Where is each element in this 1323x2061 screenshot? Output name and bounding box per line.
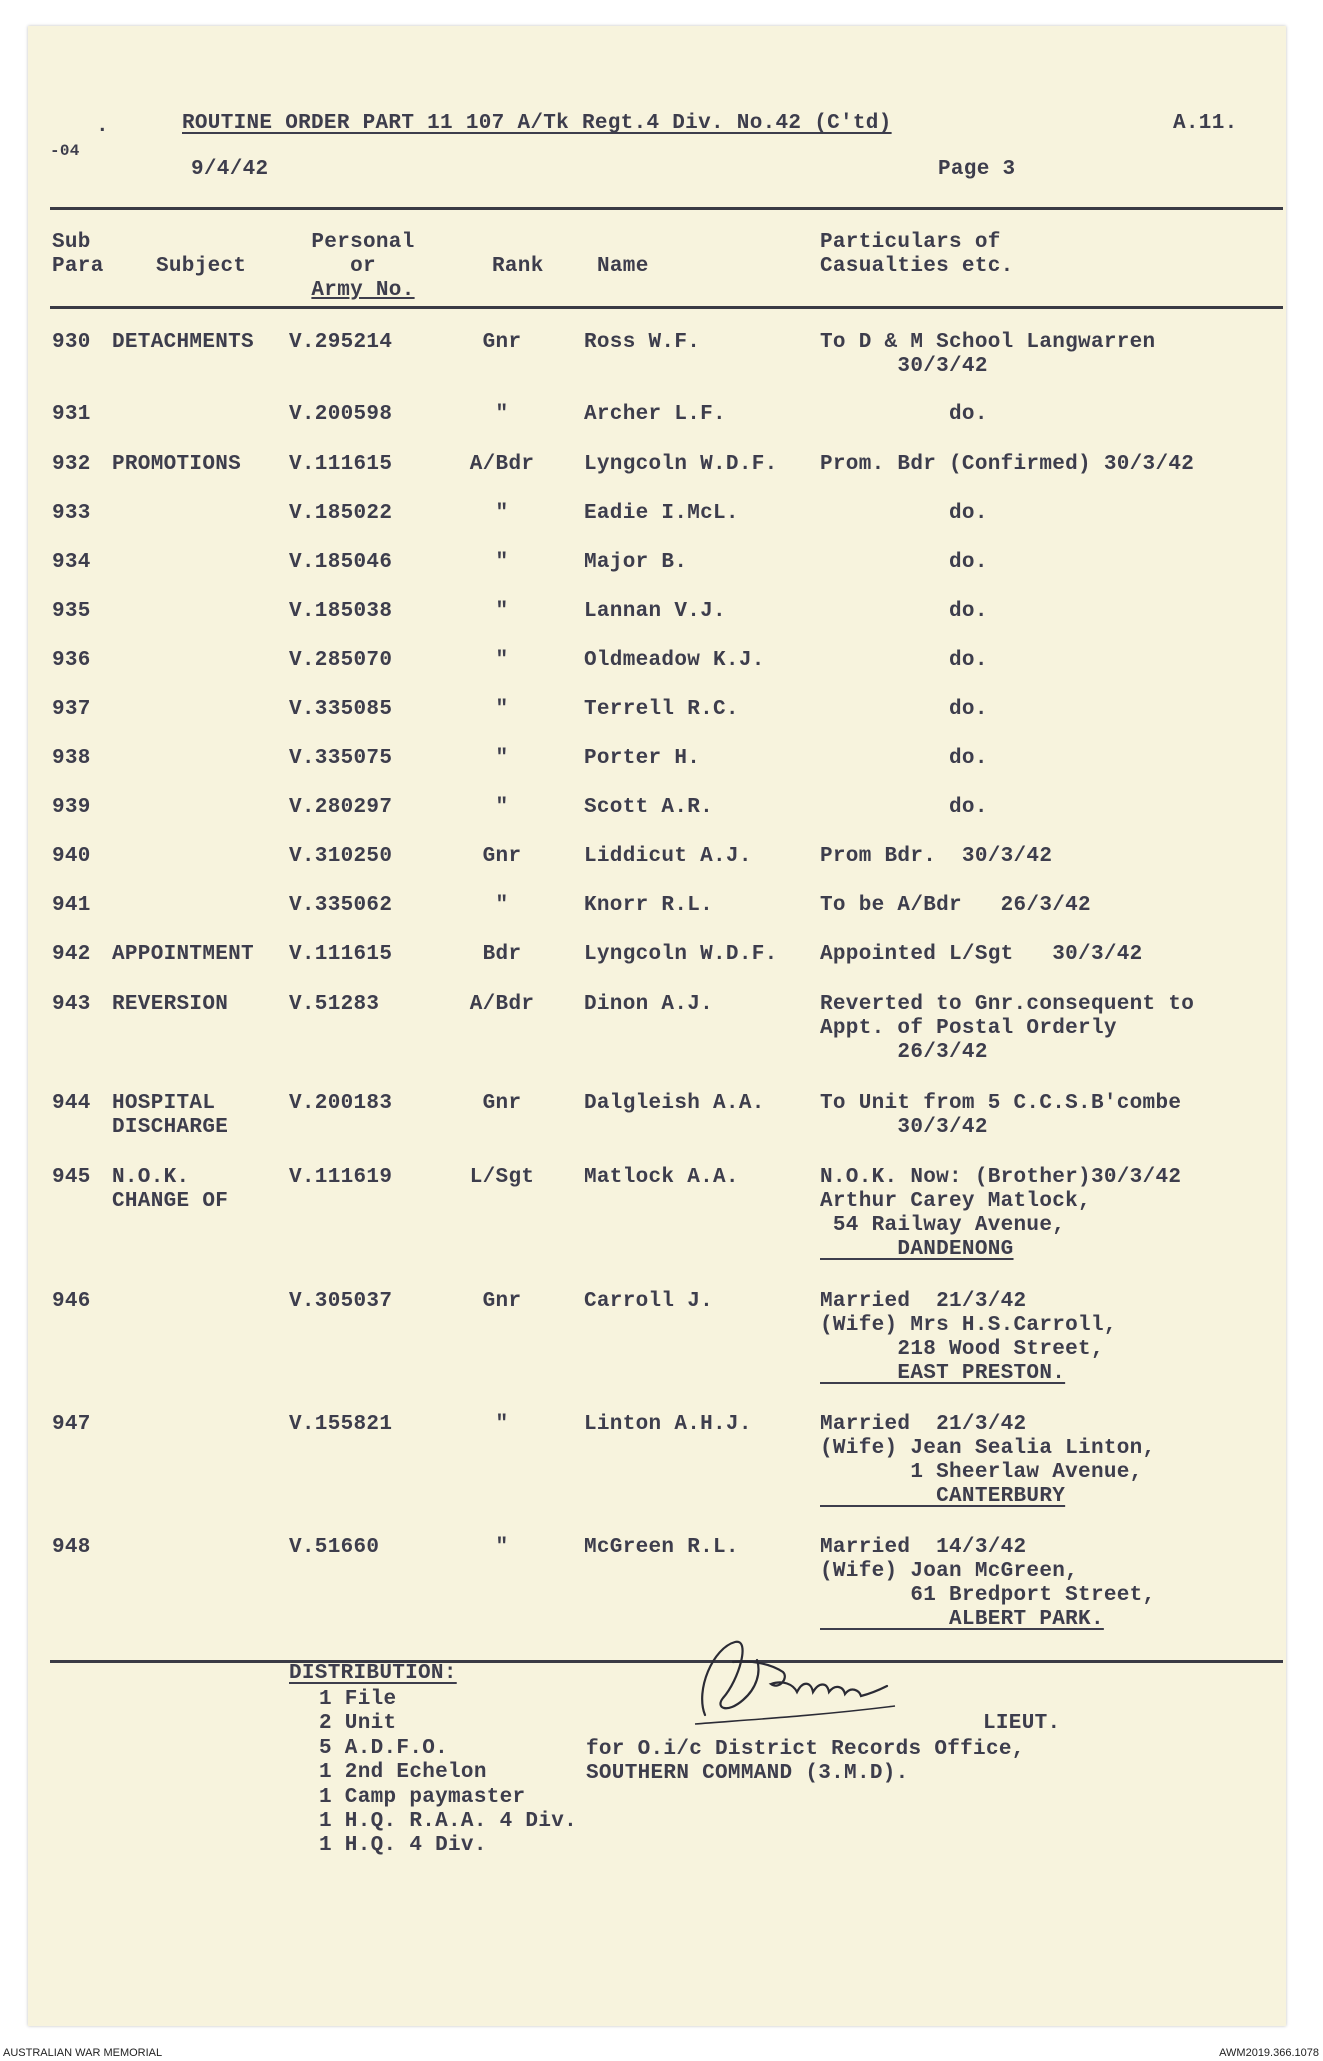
row-para: 948: [52, 1536, 91, 1559]
row-army-no: V.310250: [289, 845, 393, 868]
row-para: 938: [52, 747, 91, 770]
row-para: 945: [52, 1166, 91, 1189]
row-place: DANDENONG: [820, 1238, 1014, 1261]
signatory-office: for O.i/c District Records Office,: [586, 1738, 1025, 1761]
row-army-no: V.111615: [289, 453, 393, 476]
row-particulars: Married 21/3/42: [820, 1413, 1027, 1436]
distribution-item: 1 2nd Echelon: [319, 1761, 487, 1785]
row-rank: ": [495, 698, 509, 721]
row-particulars: 1 Sheerlaw Avenue,: [820, 1461, 1143, 1484]
col-sub-para: Sub Para: [52, 231, 104, 278]
row-rank: ": [495, 502, 509, 525]
row-rank: Bdr: [482, 943, 522, 966]
row-name: Lyngcoln W.D.F.: [584, 943, 778, 966]
col-rank: Rank: [492, 255, 544, 278]
row-particulars: To D & M School Langwarren: [820, 331, 1156, 354]
row-rank: A/Bdr: [469, 993, 535, 1016]
row-para: 944: [52, 1092, 91, 1115]
row-subject: APPOINTMENT: [112, 943, 254, 966]
row-name: Ross W.F.: [584, 331, 701, 354]
row-army-no: V.185046: [289, 551, 393, 574]
row-army-no: V.305037: [289, 1290, 393, 1313]
archive-credit: AUSTRALIAN WAR MEMORIAL: [3, 2047, 163, 2059]
row-para: 933: [52, 502, 91, 525]
archive-reference: AWM2019.366.1078: [1219, 2047, 1319, 2059]
signatory-rank: LIEUT.: [983, 1712, 1061, 1735]
row-rank: ": [495, 551, 509, 574]
distribution-item: 1 H.Q. 4 Div.: [319, 1834, 487, 1858]
handwritten-signature: [665, 1620, 905, 1740]
row-subject: HOSPITAL: [112, 1092, 216, 1115]
row-rank: Gnr: [482, 845, 522, 868]
col-name: Name: [597, 255, 649, 278]
row-para: 946: [52, 1290, 91, 1313]
row-particulars: (Wife) Mrs H.S.Carroll,: [820, 1314, 1117, 1337]
row-particulars: Appt. of Postal Orderly: [820, 1017, 1117, 1040]
row-army-no: V.51283: [289, 993, 380, 1016]
row-rank: Gnr: [482, 331, 522, 354]
row-rank: ": [495, 649, 509, 672]
row-rank: Gnr: [482, 1290, 522, 1313]
row-para: 930: [52, 331, 91, 354]
row-name: Archer L.F.: [584, 403, 726, 426]
bullet-dot: .: [96, 115, 109, 138]
row-name: Carroll J.: [584, 1290, 714, 1313]
distribution-item: 5 A.D.F.O.: [319, 1736, 449, 1760]
distribution-heading: DISTRIBUTION:: [289, 1662, 457, 1685]
row-para: 942: [52, 943, 91, 966]
row-rank: ": [495, 1413, 509, 1436]
row-para: 937: [52, 698, 91, 721]
row-particulars: 26/3/42: [820, 1041, 988, 1064]
row-army-no: V.155821: [289, 1413, 393, 1436]
row-place: CANTERBURY: [820, 1485, 1066, 1508]
row-particulars: To Unit from 5 C.C.S.B'combe: [820, 1092, 1182, 1115]
row-subject: N.O.K.: [112, 1166, 190, 1189]
header-rule-bottom: [50, 306, 1283, 309]
row-rank: L/Sgt: [469, 1166, 535, 1189]
row-particulars: 30/3/42: [820, 355, 988, 378]
row-name: Dalgleish A.A.: [584, 1092, 765, 1115]
row-particulars: do.: [820, 796, 988, 819]
row-army-no: V.335085: [289, 698, 393, 721]
row-army-no: V.185022: [289, 502, 393, 525]
row-particulars: N.O.K. Now: (Brother)30/3/42: [820, 1166, 1182, 1189]
row-army-no: V.185038: [289, 600, 393, 623]
row-particulars: Reverted to Gnr.consequent to: [820, 993, 1195, 1016]
row-army-no: V.335062: [289, 894, 393, 917]
row-particulars: Married 14/3/42: [820, 1536, 1027, 1559]
row-name: Major B.: [584, 551, 688, 574]
row-rank: ": [495, 796, 509, 819]
margin-number: -04: [50, 142, 80, 160]
header-rule-top: [50, 207, 1283, 210]
row-particulars: 218 Wood Street,: [820, 1338, 1104, 1361]
row-army-no: V.285070: [289, 649, 393, 672]
row-rank: ": [495, 1536, 509, 1559]
row-army-no: V.295214: [289, 331, 393, 354]
distribution-item: 1 H.Q. R.A.A. 4 Div.: [319, 1810, 578, 1833]
row-subject: DISCHARGE: [112, 1116, 229, 1139]
row-name: Porter H.: [584, 747, 701, 770]
row-para: 932: [52, 453, 91, 476]
row-name: Lyngcoln W.D.F.: [584, 453, 778, 476]
row-army-no: V.280297: [289, 796, 393, 819]
row-name: Matlock A.A.: [584, 1166, 739, 1189]
row-particulars: Appointed L/Sgt 30/3/42: [820, 943, 1143, 966]
row-rank: ": [495, 403, 509, 426]
row-army-no: V.200598: [289, 403, 393, 426]
row-army-no: V.51660: [289, 1536, 380, 1559]
row-subject: CHANGE OF: [112, 1190, 229, 1213]
col-subject: Subject: [156, 255, 247, 278]
row-para: 943: [52, 993, 91, 1016]
row-para: 935: [52, 600, 91, 623]
distribution-item: 1 Camp paymaster: [319, 1785, 526, 1809]
row-army-no: V.335075: [289, 747, 393, 770]
row-army-no: V.200183: [289, 1092, 393, 1115]
row-para: 936: [52, 649, 91, 672]
row-particulars: (Wife) Joan McGreen,: [820, 1560, 1079, 1583]
distribution-item: 2 Unit: [319, 1712, 397, 1736]
row-rank: ": [495, 600, 509, 623]
row-name: Eadie I.McL.: [584, 502, 739, 525]
row-rank: A/Bdr: [469, 453, 535, 476]
row-name: Lannan V.J.: [584, 600, 726, 623]
row-name: Knorr R.L.: [584, 894, 714, 917]
row-para: 947: [52, 1413, 91, 1436]
order-reference: A.11.: [1173, 112, 1238, 135]
row-name: Dinon A.J.: [584, 993, 714, 1016]
signatory-command: SOUTHERN COMMAND (3.M.D).: [586, 1762, 909, 1785]
page-number: Page 3: [938, 158, 1016, 181]
row-particulars: do.: [820, 600, 988, 623]
row-particulars: do.: [820, 649, 988, 672]
row-particulars: 61 Bredport Street,: [820, 1584, 1156, 1607]
row-name: Linton A.H.J.: [584, 1413, 752, 1436]
row-name: Liddicut A.J.: [584, 845, 752, 868]
row-particulars: Prom. Bdr (Confirmed) 30/3/42: [820, 453, 1195, 476]
row-particulars: do.: [820, 551, 988, 574]
col-particulars: Particulars of Casualties etc.: [820, 231, 1014, 278]
row-rank: Gnr: [482, 1092, 522, 1115]
distribution-item: 1 File: [319, 1688, 397, 1711]
row-name: Scott A.R.: [584, 796, 714, 819]
row-particulars: Married 21/3/42: [820, 1290, 1027, 1313]
row-particulars: 30/3/42: [820, 1116, 988, 1139]
row-army-no: V.111619: [289, 1166, 393, 1189]
row-rank: ": [495, 894, 509, 917]
row-particulars: To be A/Bdr 26/3/42: [820, 894, 1091, 917]
row-place: ALBERT PARK.: [820, 1608, 1104, 1631]
col-army-no: Personal or Army No.: [311, 231, 415, 302]
row-particulars: 54 Railway Avenue,: [820, 1214, 1066, 1237]
row-subject: REVERSION: [112, 993, 229, 1016]
row-para: 940: [52, 845, 91, 868]
row-para: 939: [52, 796, 91, 819]
row-subject: PROMOTIONS: [112, 453, 242, 476]
row-particulars: do.: [820, 403, 988, 426]
row-army-no: V.111615: [289, 943, 393, 966]
row-name: McGreen R.L.: [584, 1536, 739, 1559]
order-date: 9/4/42: [191, 158, 269, 181]
row-rank: ": [495, 747, 509, 770]
row-para: 934: [52, 551, 91, 574]
row-particulars: Arthur Carey Matlock,: [820, 1190, 1091, 1213]
row-subject: DETACHMENTS: [112, 331, 254, 354]
row-para: 931: [52, 403, 91, 426]
row-particulars: do.: [820, 698, 988, 721]
row-name: Oldmeadow K.J.: [584, 649, 765, 672]
order-title: ROUTINE ORDER PART 11 107 A/Tk Regt.4 Div. No.42 (C'td): [182, 112, 892, 135]
row-para: 941: [52, 894, 91, 917]
row-name: Terrell R.C.: [584, 698, 739, 721]
row-particulars: (Wife) Jean Sealia Linton,: [820, 1437, 1156, 1460]
row-particulars: do.: [820, 747, 988, 770]
row-particulars: do.: [820, 502, 988, 525]
row-place: EAST PRESTON.: [820, 1362, 1066, 1385]
row-particulars: Prom Bdr. 30/3/42: [820, 845, 1053, 868]
